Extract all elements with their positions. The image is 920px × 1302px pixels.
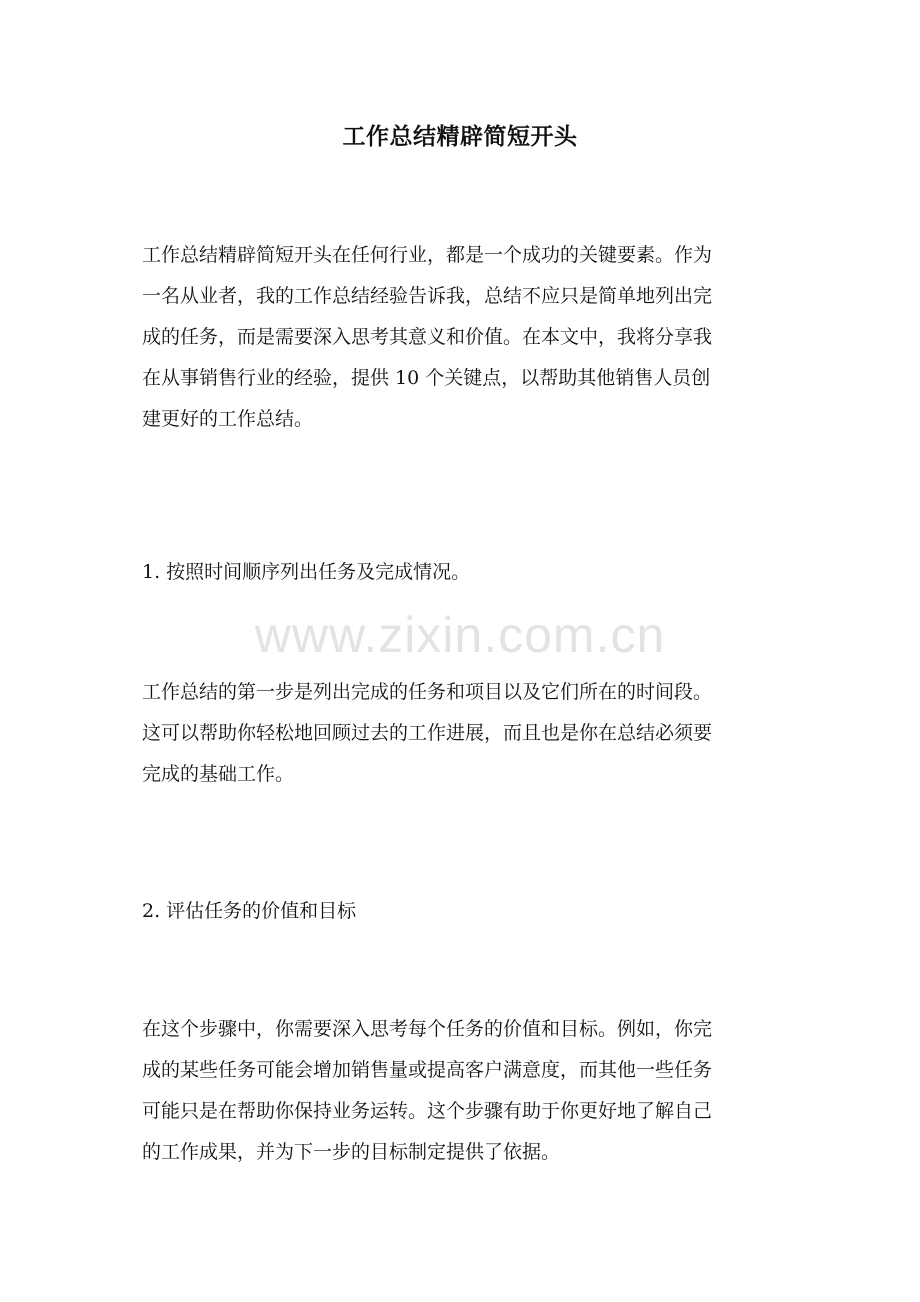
text-line: 在这个步骤中，你需要深入思考每个任务的价值和目标。例如，你完 [142,1018,713,1040]
section-1-paragraph [142,680,802,786]
section-1-heading: 1. 按照时间顺序列出任务及完成情况。 [142,561,471,583]
text-line: 可能只是在帮助你保持业务运转。这个步骤有助于你更好地了解自己 [142,1100,713,1122]
section-2-paragraph [142,1017,802,1164]
section-1-heading-block [142,560,802,584]
intro-paragraph [142,243,802,431]
text-line: 一名从业者，我的工作总结经验告诉我，总结不应只是简单地列出完 [142,285,713,307]
text-line: 工作总结的第一步是列出完成的任务和项目以及它们所在的时间段。 [142,681,713,703]
text-line: 的工作成果，并为下一步的目标制定提供了依据。 [142,1141,561,1163]
text-line: 工作总结精辟简短开头在任何行业，都是一个成功的关键要素。作为 [142,244,713,266]
text-line: 完成的基础工作。 [142,763,295,785]
section-2-heading-block [142,899,802,923]
text-line: 这可以帮助你轻松地回顾过去的工作进展，而且也是你在总结必须要 [142,722,713,744]
watermark: www.zixin.com.cn [254,607,666,663]
section-2-heading: 2. 评估任务的价值和目标 [142,900,357,922]
text-line: 在从事销售行业的经验，提供 10 个关键点，以帮助其他销售人员创 [142,367,711,389]
text-line: 成的某些任务可能会增加销售量或提高客户满意度，而其他一些任务 [142,1059,713,1081]
text-line: 建更好的工作总结。 [142,408,314,430]
document-title: 工作总结精辟简短开头 [342,123,578,150]
text-line: 成的任务，而是需要深入思考其意义和价值。在本文中，我将分享我 [142,326,713,348]
